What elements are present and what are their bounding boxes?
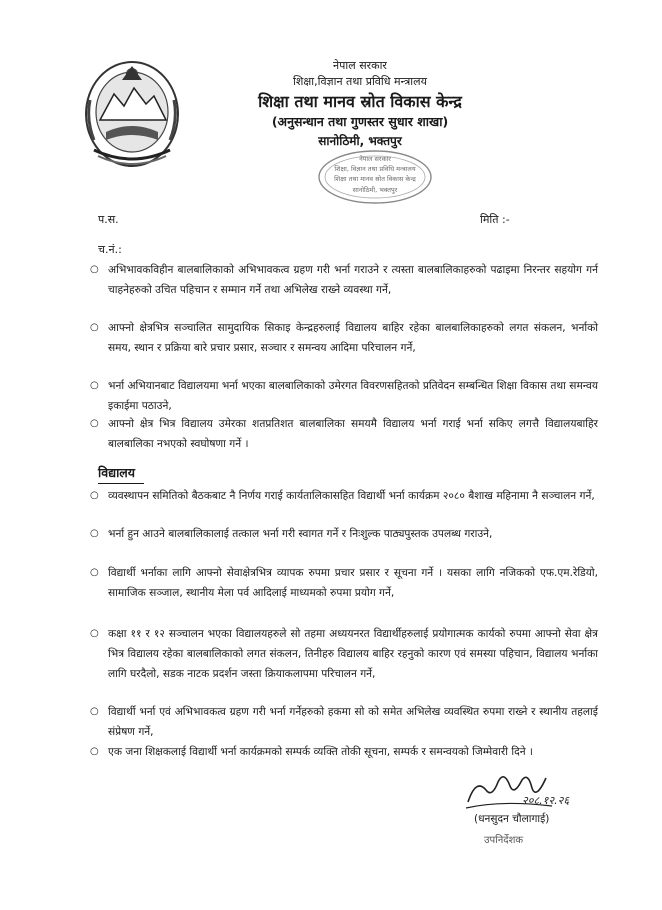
bullet-icon: ○ xyxy=(90,418,99,429)
signature-date: २०८.१२.२६ xyxy=(522,794,570,807)
list-item xyxy=(90,260,598,300)
bullet-icon: ○ xyxy=(90,567,99,578)
list-item xyxy=(90,318,598,358)
stamp-text-4: सानोठिमी, भक्तपुर xyxy=(352,186,398,194)
ref-ps: प.स. xyxy=(98,213,119,226)
stamp-text-1: नेपाल सरकार xyxy=(359,155,391,163)
list-item-text: विद्यार्थी भर्नाका लागि आफ्नो सेवाक्षेत्रभित्र व्यापक रुपमा प्रचार प्रसार र सूचना गर्ने । यसका लागि नजिकको एफ.एम.रेडियो, सामाजिक सञ्जाल, स्थानीय मेला पर्व आदिलाई माध्यमको रुपमा प्रयोग गर्ने, xyxy=(108,567,598,599)
letterhead-ministry: शिक्षा,विज्ञान तथा प्रविधि मन्त्रालय xyxy=(293,75,427,88)
bullet-icon: ○ xyxy=(90,746,99,757)
section-heading-underline xyxy=(98,483,144,484)
bullet-icon: ○ xyxy=(90,528,99,539)
bullet-icon: ○ xyxy=(90,264,99,275)
letterhead-location: सानोठिमी, भक्तपुर xyxy=(318,134,402,148)
list-item-text: आफ्नो क्षेत्र भित्र विद्यालय उमेरका शतप्रतिशत बालबालिका समयमै विद्यालय भर्ना गराई भर्ना सकिए लगत्तै विद्यालयबाहिर बालबालिका नभएको स्वघोषणा गर्ने । xyxy=(108,418,598,450)
bullet-icon: ○ xyxy=(90,322,99,333)
list-item xyxy=(90,414,598,454)
bullet-icon: ○ xyxy=(90,706,99,717)
bullet-icon: ○ xyxy=(90,628,99,639)
list-item-text: भर्ना अभियानबाट विद्यालयमा भर्ना भएका बालबालिकाको उमेरगत विवरणसहितको प्रतिवेदन सम्बन्धित शिक्षा विकास तथा समन्वय इकाईमा पठाउने, xyxy=(108,380,598,412)
letterhead-title: शिक्षा तथा मानव स्रोत विकास केन्द्र xyxy=(258,92,462,111)
letterhead-section: (अनुसन्धान तथा गुणस्तर सुधार शाखा) xyxy=(271,114,449,129)
list-item xyxy=(90,524,598,544)
list-item-text: कक्षा ११ र १२ सञ्चालन भएका विद्यालयहरुले सो तहमा अध्ययनरत विद्यार्थीहरुलाई प्रयोगात्मक कार्यको रुपमा आफ्नो सेवा क्षेत्र भित्र विद्यालय रहेका बालबालिकाको लगत संकलन, तिनीहरु विद्यालय बाहिर रहनुको कारण एवं समस्या पहिचान, विद्यालय भर्नाका लागि घरदैलो, सडक नाटक प्रदर्शन जस्ता क्रियाकलापमा परिचालन गर्ने, xyxy=(108,628,598,680)
letterhead-government: नेपाल सरकार xyxy=(333,59,387,72)
list-item-text: व्यवस्थापन समितिको बैठकबाट नै निर्णय गराई कार्यतालिकासहित विद्यार्थी भर्ना कार्यक्रम २०८० बैशाख महिनामा नै सञ्चालन गर्ने, xyxy=(108,490,595,502)
list-item xyxy=(90,702,598,742)
list-item xyxy=(90,376,598,416)
stamp-text-2: शिक्षा, विज्ञान तथा प्रविधि मन्त्रालय xyxy=(334,165,416,173)
ref-date: मिति :- xyxy=(480,213,510,226)
signatory-designation: उपनिर्देशक xyxy=(484,835,524,846)
list-item xyxy=(90,742,598,762)
list-item xyxy=(90,486,598,506)
nepal-emblem-icon xyxy=(84,60,180,168)
bullet-icon: ○ xyxy=(90,380,99,391)
list-item xyxy=(90,563,598,603)
signature-icon xyxy=(462,760,592,816)
list-item-text: आफ्नो क्षेत्रभित्र सञ्चालित सामुदायिक सिकाइ केन्द्रहरुलाई विद्यालय बाहिर रहेका बालबालिकाहरुको लगत संकलन, भर्नाको समय, स्थान र प्रक्रिया बारे प्रचार प्रसार, सञ्चार र समन्वय आदिमा परिचालन गर्ने, xyxy=(108,322,598,354)
list-item-text: एक जना शिक्षकलाई विद्यार्थी भर्ना कार्यक्रमको सम्पर्क व्यक्ति तोकी सूचना, सम्पर्क र समन्वयको जिम्मेवारी दिने । xyxy=(108,746,533,758)
list-item xyxy=(90,624,598,684)
list-item-text: भर्ना हुन आउने बालबालिकालाई तत्काल भर्ना गरी स्वागत गर्ने र निःशुल्क पाठ्यपुस्तक उपलब्ध गराउने, xyxy=(108,528,493,540)
signatory-name: (धनसुदन चौलागाई) xyxy=(474,813,550,825)
ref-cn: च.नं.: xyxy=(98,243,122,256)
stamp-text-3: शिक्षा तथा मानव स्रोत विकास केन्द्र xyxy=(334,175,416,183)
bullet-icon: ○ xyxy=(90,490,99,501)
list-item-text: विद्यार्थी भर्ना एवं अभिभावकत्व ग्रहण गरी भर्ना गर्नेहरुको हकमा सो को समेत अभिलेख व्यवस्थित रुपमा राख्ने र स्थानीय तहलाई संप्रेषण गर्ने, xyxy=(108,706,598,738)
section-heading: विद्यालय xyxy=(98,465,136,480)
list-item-text: अभिभावकविहीन बालबालिकाको अभिभावकत्व ग्रहण गरी भर्ना गराउने र त्यस्ता बालबालिकाहरुको पढाइमा निरन्तर सहयोग गर्न चाहनेहरुको उचित पहिचान र सम्मान गर्ने तथा अभिलेख राख्ने व्यवस्था गर्ने, xyxy=(108,264,598,296)
